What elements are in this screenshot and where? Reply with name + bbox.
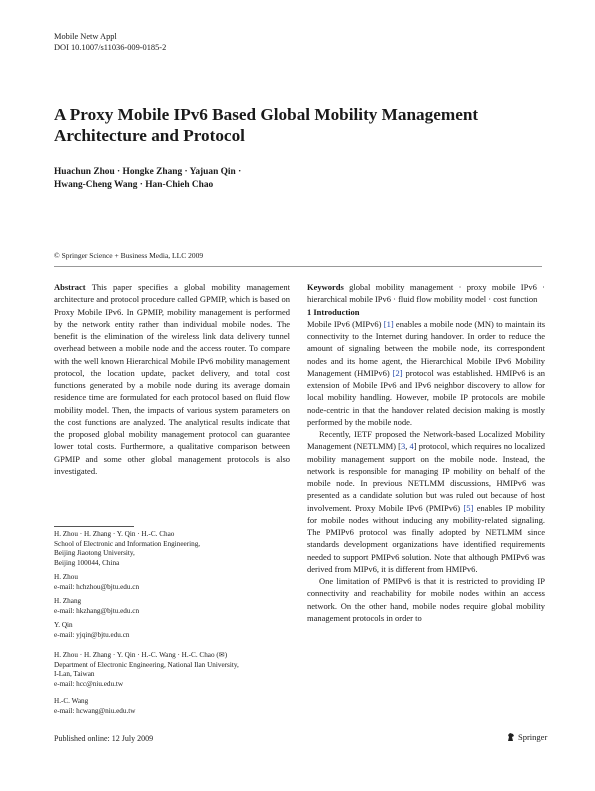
affiliation-line: H. Zhou · H. Zhang · Y. Qin · H.-C. Wang · H.-C. Chao (✉) <box>54 651 228 659</box>
citation-link[interactable]: 4 <box>409 441 414 452</box>
author-line: Huachun Zhou · Hongke Zhang · Yajuan Qin · <box>54 167 242 177</box>
paper-title <box>54 104 544 146</box>
text-run: Mobile IPv6 (MIPv6) <box>307 318 384 329</box>
email-link[interactable]: e-mail: yjqin@bjtu.edu.cn <box>54 630 130 639</box>
affiliation-line: H. Zhang <box>54 597 82 605</box>
text-run: Recently, IETF proposed the Network-based Localized Mobility Management (NETLMM) [ <box>307 429 545 452</box>
journal-name: Mobile Netw Appl <box>54 32 117 41</box>
abstract-text: This paper specifies a global mobility management architecture and protocol procedure called GPMIP, which is based on Proxy Mobile IPv6. In GPMIP, mobility management is performed by the network entity rather than individual mobile nodes. The benefit is the elimination of the wireless link data delivery tunnel overhead between a mobile node and the access router. To compare with the well known Hierarchical Mobile IPv6 mobility management protocol, the location update, packet delivery, and total cost functions generated by a mobile node during its average domain residence time are formulated for each protocol based on fluid flow mobility model. Then, the impacts of various system parameters on the cost functions are analyzed. The analytical results indicate that the proposed global mobility management protocol can guarantee lower total costs. Furthermore, a qualitative comparison between GPMIP and some other global management protocols is also investigated. <box>54 282 290 476</box>
published-date: Published online: 12 July 2009 <box>54 734 154 743</box>
publisher-name: Springer <box>518 732 548 742</box>
affiliation-line: Department of Electronic Engineering, National Ilan University, <box>54 660 239 669</box>
right-column <box>307 281 545 624</box>
citation-link[interactable]: 3 <box>400 441 406 452</box>
affiliation-block <box>54 697 294 716</box>
citation-link[interactable]: [1] <box>383 318 394 329</box>
divider <box>54 266 542 267</box>
email-link[interactable]: e-mail: hcc@niu.edu.tw <box>54 680 124 689</box>
text-run: , <box>405 441 410 452</box>
text-run: protocol was established. HMIPv6 is an extension of Mobile IPv6 and IPv6 neighbor discovery to allow for local mobility handling. However, mobile IP protocols are mobile node-centric in that the handover related decision making is mostly performed by the mobile node. <box>307 367 545 427</box>
affiliation-block <box>54 530 294 569</box>
author-list <box>54 166 474 192</box>
affiliation-line: School of Electronic and Information Engineering, <box>54 539 201 548</box>
citation-link[interactable]: [5] <box>463 502 474 513</box>
citation-link[interactable]: [2] <box>392 367 403 378</box>
paragraph <box>307 318 545 428</box>
affiliation-line: I-Lan, Taiwan <box>54 670 95 679</box>
abstract-label: Abstract <box>54 282 86 292</box>
affiliation-line: H. Zhou · H. Zhang · Y. Qin · H.-C. Chao <box>54 530 175 538</box>
affiliation-line: H. Zhou <box>54 573 78 581</box>
springer-horse-icon <box>506 732 516 742</box>
email-link[interactable]: e-mail: hchzhou@bjtu.edu.cn <box>54 582 140 591</box>
affiliation-line: Y. Qin <box>54 621 73 629</box>
title-line: Architecture and Protocol <box>54 126 245 145</box>
affiliation-line: Beijing 100044, China <box>54 559 120 568</box>
text-run: enables a mobile node (MN) to maintain its connectivity to the Internet during handover. In order to reduce the amount of signaling between the mobile node, its correspondent nodes and its home agent, the Hierarchical Mobile IPv6 Mobility Management (HMIPv6) <box>307 318 546 378</box>
affiliation-line: Beijing Jiaotong University, <box>54 549 135 558</box>
text-run: ] protocol, which requires no localized mobility management support on the mobile node. Instead, the network is responsible for managing IP mobility on behalf of the mobile node. In previous NETLMM discussions, HMIPv6 was presented as a candidate solution but was ruled out because of host involvement. Proxy Mobile IPv6 (PMIPv6) <box>307 441 546 513</box>
email-link[interactable]: e-mail: hkzhang@bjtu.edu.cn <box>54 606 140 615</box>
affiliation-block <box>54 597 294 616</box>
author-line: Hwang-Cheng Wang · Han-Chieh Chao <box>54 180 214 190</box>
text-run: enables IP mobility for mobile nodes without inducing any mobility-related signaling. The PMIPv6 protocol was finally adopted by NETLMM since standards development organizations have identified requirements needed to support PMIPv6 solution. Note that although PMIPv6 was derived from MIPv6, it is different from HMIPv6. <box>307 502 545 574</box>
copyright: © Springer Science + Business Media, LLC 2009 <box>54 251 204 260</box>
keywords-label: Keywords <box>307 282 344 292</box>
affiliation-line: H.-C. Wang <box>54 697 89 705</box>
paragraph: One limitation of PMIPv6 is that it is restricted to providing IP connectivity and reachability for mobile nodes within an access network. On the other hand, mobile nodes require global mobility management protocols in order to <box>307 576 545 623</box>
section-heading: 1 Introduction <box>307 306 360 317</box>
title-line: A Proxy Mobile IPv6 Based Global Mobility Management <box>54 105 479 124</box>
paragraph <box>307 428 545 575</box>
keywords-text: global mobility management · proxy mobile IPv6 · hierarchical mobile IPv6 · fluid flow mobility model · cost function <box>307 282 546 305</box>
footnote-divider <box>54 526 134 527</box>
publisher-logo <box>506 732 547 742</box>
abstract <box>54 281 290 477</box>
affiliation-block <box>54 573 294 592</box>
affiliation-block <box>54 621 294 640</box>
email-link[interactable]: e-mail: hcwang@niu.edu.tw <box>54 706 136 715</box>
doi: DOI 10.1007/s11036-009-0185-2 <box>54 43 167 52</box>
affiliation-block <box>54 651 294 690</box>
